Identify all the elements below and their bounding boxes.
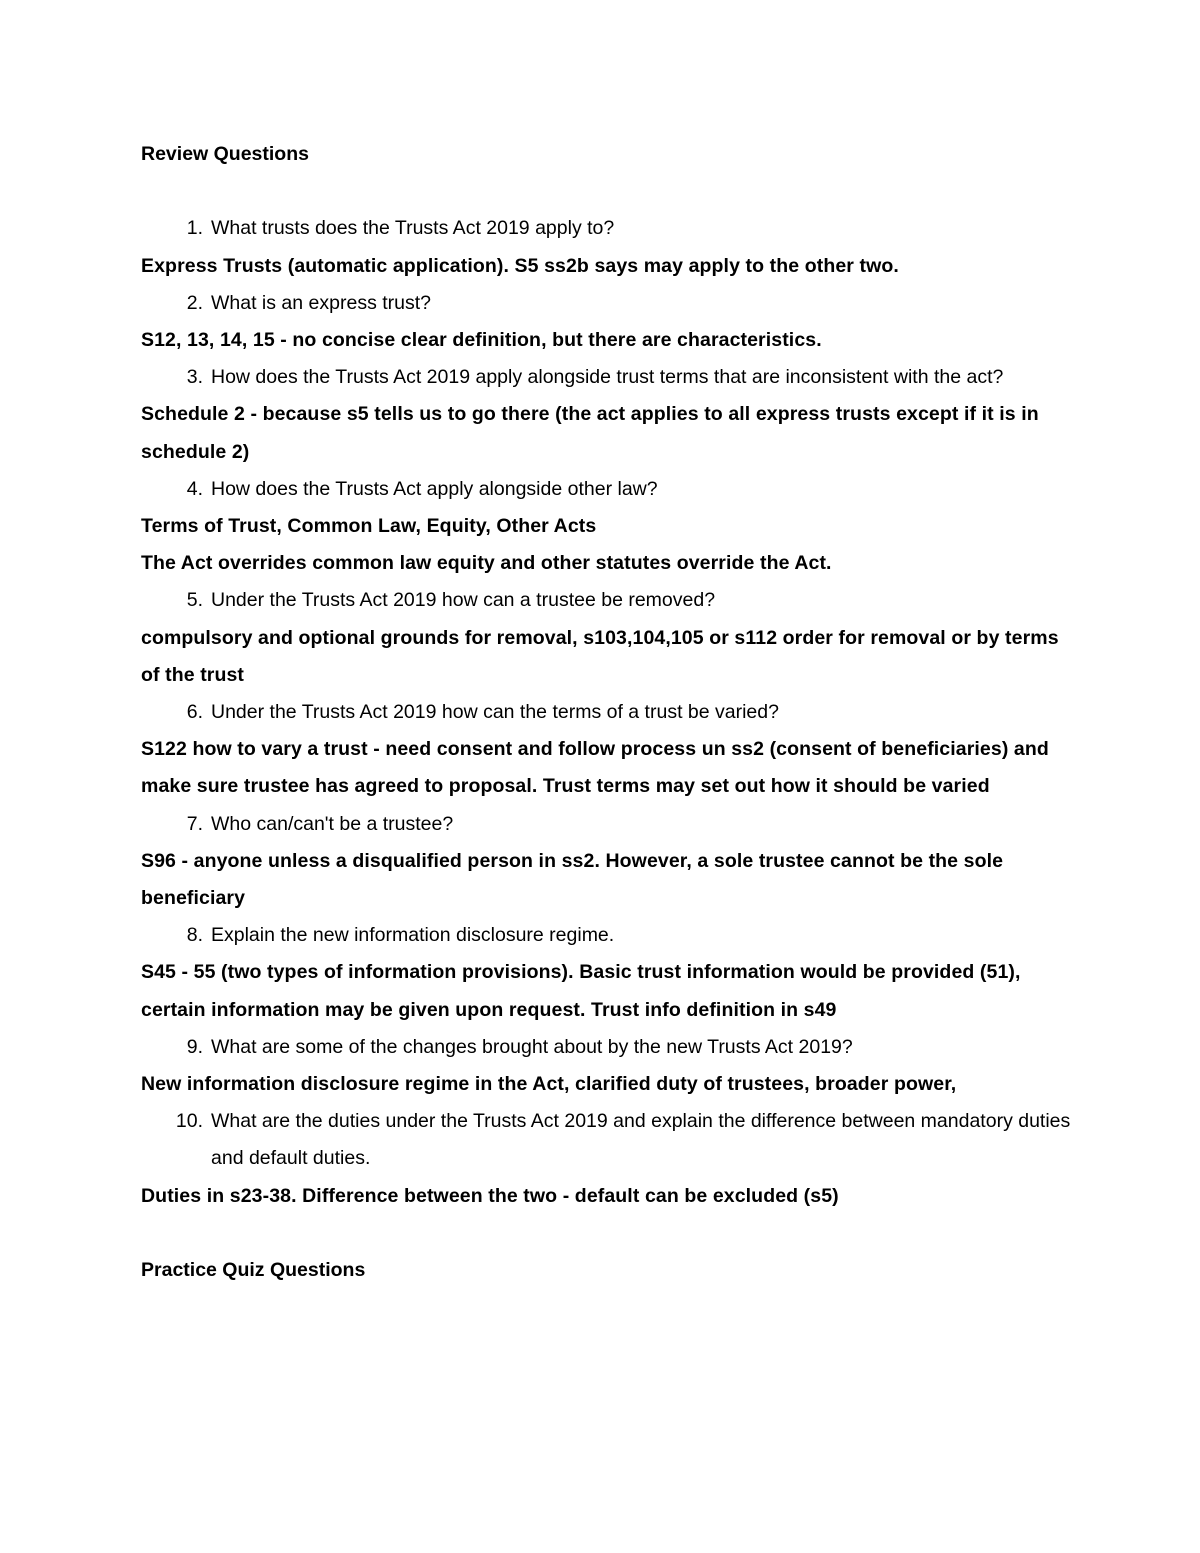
question-number: 10. xyxy=(175,1110,203,1133)
question-text: Who can/can't be a trustee? xyxy=(211,812,454,835)
answer-1: Express Trusts (automatic application). S5 ss2b says may apply to the other two. xyxy=(141,254,899,277)
question-number: 7. xyxy=(186,812,203,835)
question-number: 9. xyxy=(186,1035,203,1058)
question-number: 2. xyxy=(186,291,203,314)
answer-4-continued: The Act overrides common law equity and other statutes override the Act. xyxy=(141,552,832,575)
answer-6: S122 how to vary a trust - need consent and follow process un ss2 (consent of beneficiaries) and make sure trustee has agreed to proposal. Trust terms may set out how it should be varied xyxy=(141,738,1049,798)
question-number: 4. xyxy=(186,477,203,500)
question-text: How does the Trusts Act 2019 apply alongside trust terms that are inconsistent with the act? xyxy=(211,366,1004,389)
spacer xyxy=(141,173,1071,210)
section-heading-review-questions: Review Questions xyxy=(141,143,309,165)
question-8 xyxy=(141,917,1071,954)
question-number: 5. xyxy=(186,589,203,612)
question-number: 1. xyxy=(186,217,203,240)
answer-10: Duties in s23-38. Difference between the two - default can be excluded (s5) xyxy=(141,1184,839,1207)
question-text: What is an express trust? xyxy=(211,291,432,314)
document-content xyxy=(141,136,1071,1289)
answer-4: Terms of Trust, Common Law, Equity, Other Acts xyxy=(141,515,597,538)
answer-5: compulsory and optional grounds for removal, s103,104,105 or s112 order for removal or by terms of the trust xyxy=(141,626,1059,686)
question-number: 8. xyxy=(186,924,203,947)
question-number: 3. xyxy=(186,366,203,389)
question-text: What trusts does the Trusts Act 2019 apply to? xyxy=(211,217,615,240)
question-6 xyxy=(141,694,1071,731)
spacer xyxy=(141,1215,1071,1252)
answer-9: New information disclosure regime in the Act, clarified duty of trustees, broader power, xyxy=(141,1073,957,1096)
question-1 xyxy=(141,210,1071,247)
question-9 xyxy=(141,1029,1071,1066)
answer-3: Schedule 2 - because s5 tells us to go there (the act applies to all express trusts except if it is in schedule 2) xyxy=(141,403,1039,463)
question-text: Explain the new information disclosure regime. xyxy=(211,924,615,947)
question-3 xyxy=(141,359,1071,396)
section-heading-practice-quiz: Practice Quiz Questions xyxy=(141,1259,366,1282)
question-2 xyxy=(141,285,1071,322)
answer-2: S12, 13, 14, 15 - no concise clear definition, but there are characteristics. xyxy=(141,329,822,351)
question-5 xyxy=(141,582,1071,619)
question-4 xyxy=(141,471,1071,508)
question-number: 6. xyxy=(186,701,203,724)
question-text: Under the Trusts Act 2019 how can a trustee be removed? xyxy=(211,589,716,612)
answer-8: S45 - 55 (two types of information provisions). Basic trust information would be provided (51), certain information may be given upon request. Trust info definition in s49 xyxy=(141,961,1021,1021)
question-10 xyxy=(141,1103,1071,1177)
answer-7: S96 - anyone unless a disqualified person in ss2. However, a sole trustee cannot be the sole beneficiary xyxy=(141,849,1004,910)
question-7 xyxy=(141,806,1071,843)
question-text: What are some of the changes brought about by the new Trusts Act 2019? xyxy=(211,1035,853,1058)
question-text: Under the Trusts Act 2019 how can the terms of a trust be varied? xyxy=(211,701,779,724)
question-text: What are the duties under the Trusts Act 2019 and explain the difference between mandatory duties and default duties. xyxy=(211,1110,1071,1170)
question-text: How does the Trusts Act apply alongside other law? xyxy=(211,477,658,500)
